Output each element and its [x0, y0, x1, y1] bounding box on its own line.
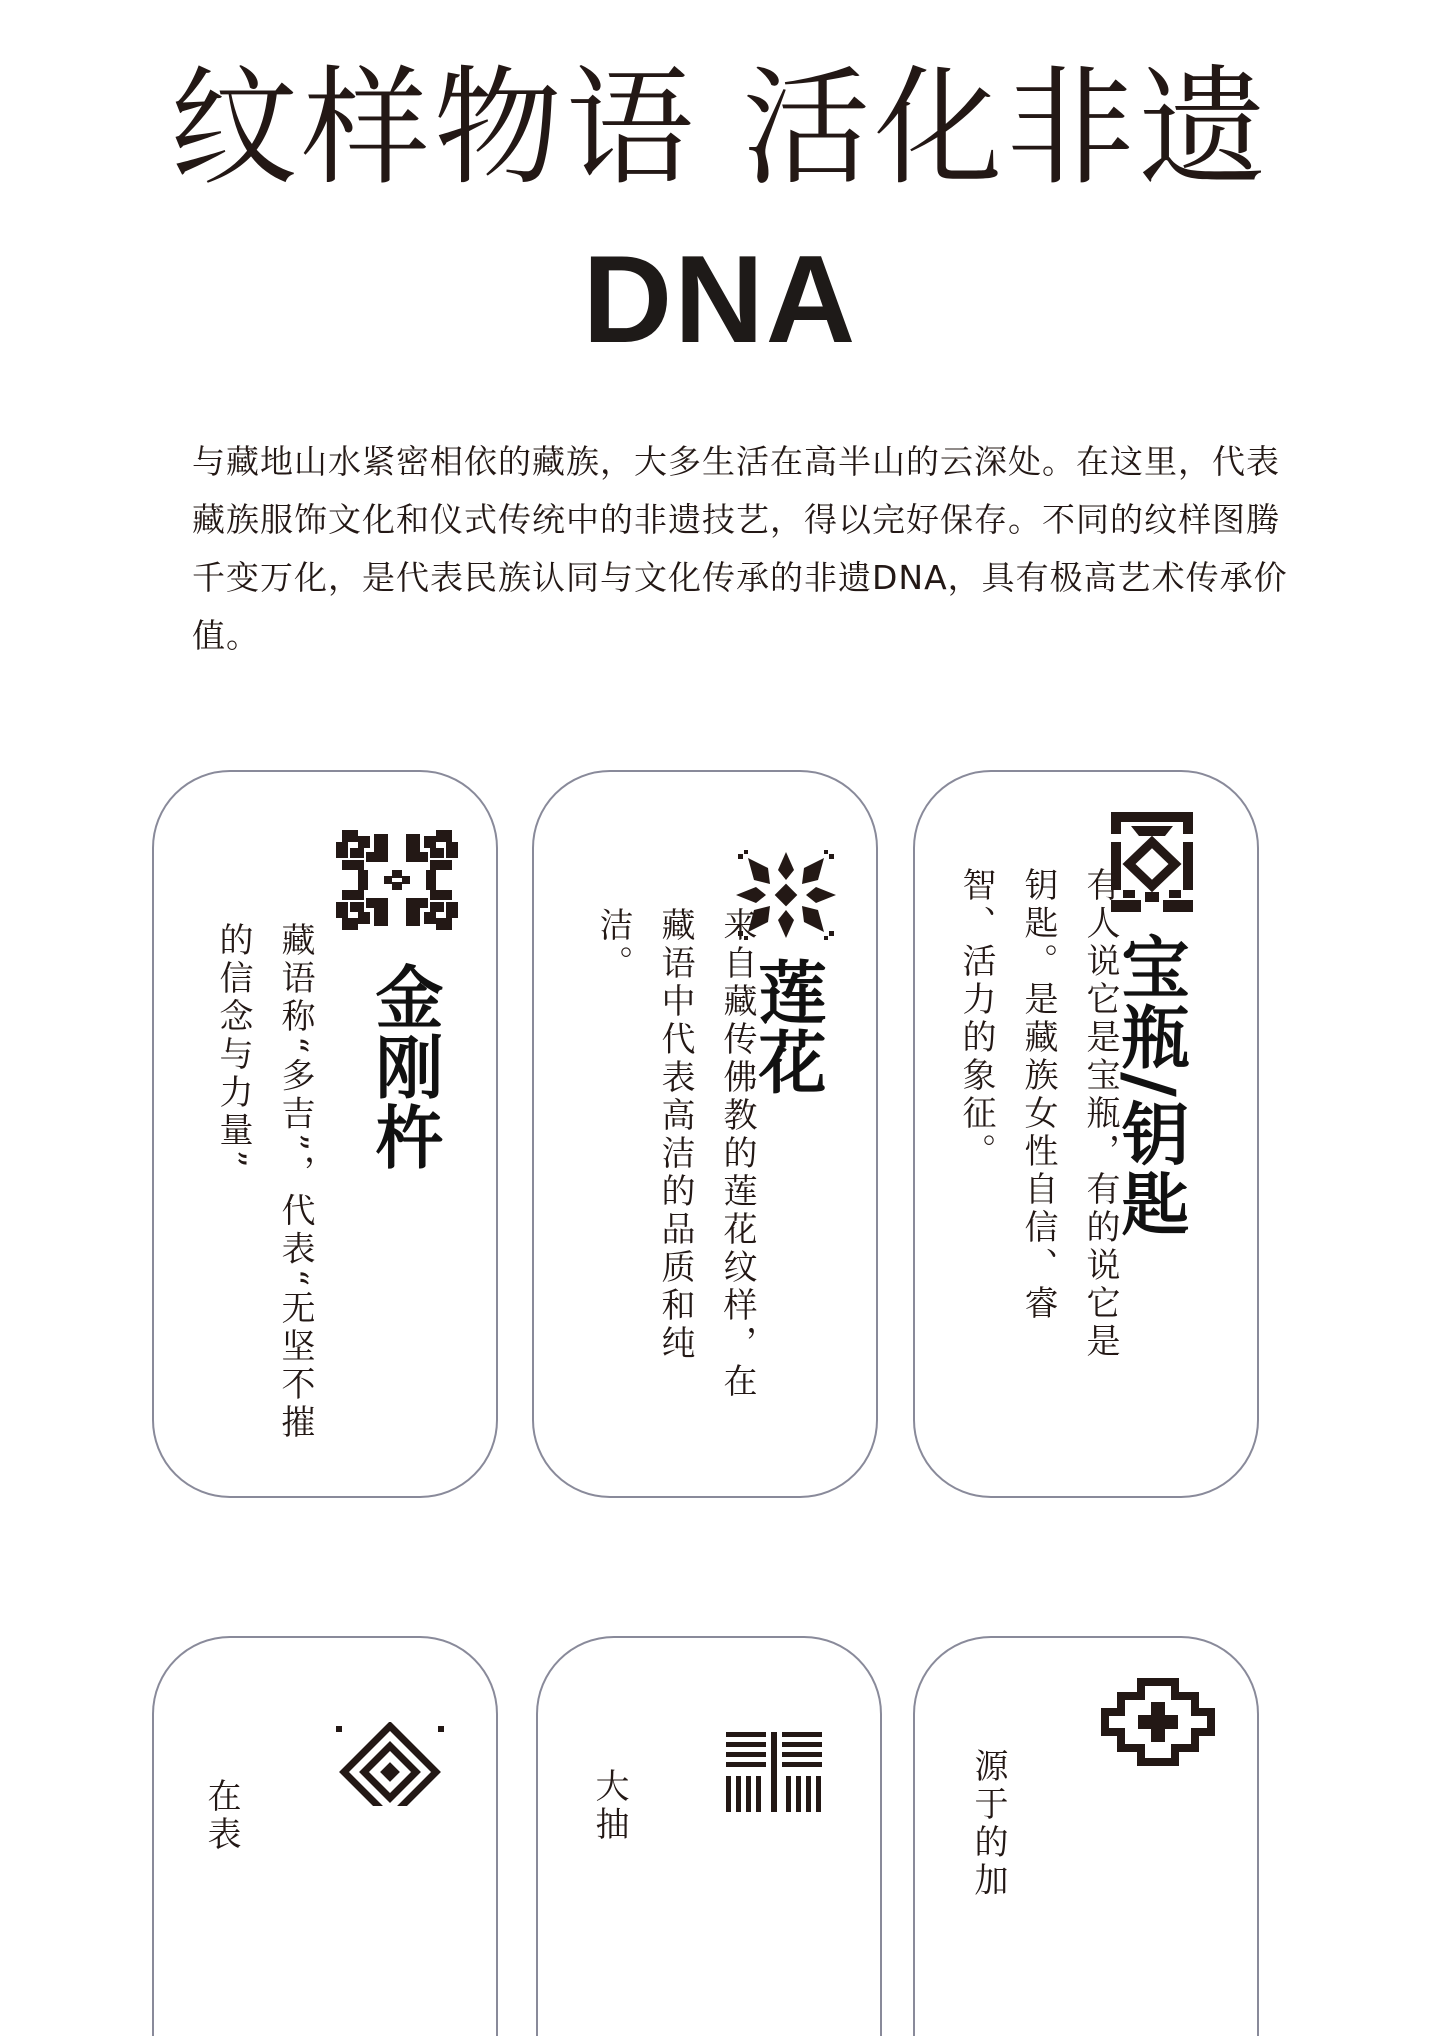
card-cross [913, 1636, 1259, 2036]
card-description: 有人说它是宝瓶，有的说它是钥匙。是藏族女性自信、睿智、活力的象征。 [956, 867, 1120, 1361]
card-woven [536, 1636, 882, 2036]
card-description: 来自藏传佛教的莲花纹样，在藏语中代表高洁的品质和纯洁。 [593, 907, 757, 1401]
diamond-pattern-icon [336, 1722, 444, 1806]
card-vajra [152, 770, 498, 1498]
page-subtitle: DNA [582, 231, 858, 369]
cross-pattern-icon [1101, 1678, 1215, 1766]
card-description: 源于的加 [968, 1748, 1008, 1900]
card-title: 莲花 [747, 957, 826, 1097]
page-title: 纹样物语 活化非遗 [169, 54, 1271, 203]
vajra-knot-icon [336, 830, 458, 930]
card-diamond [152, 1636, 498, 2036]
card-vase-key [913, 770, 1259, 1498]
woven-grid-icon [726, 1732, 822, 1812]
card-lotus [532, 770, 878, 1498]
intro-paragraph: 与藏地山水紧密相依的藏族，大多生活在高半山的云深处。在这里，代表藏族服饰文化和仪式传统中的非遗技艺，得以完好保存。不同的纹样图腾千变万化，是代表民族认同与文化传承的非遗DNA，具有极高艺术传承价值。 [192, 442, 1288, 655]
card-description: 在表 [201, 1778, 241, 1854]
card-title: 宝瓶/钥匙 [1110, 932, 1189, 1239]
card-title: 金刚杵 [364, 962, 443, 1172]
card-description: 大抽 [589, 1768, 629, 1844]
card-description: 藏语称“多吉”，代表“无坚不摧的信念与力量” [213, 922, 315, 1443]
